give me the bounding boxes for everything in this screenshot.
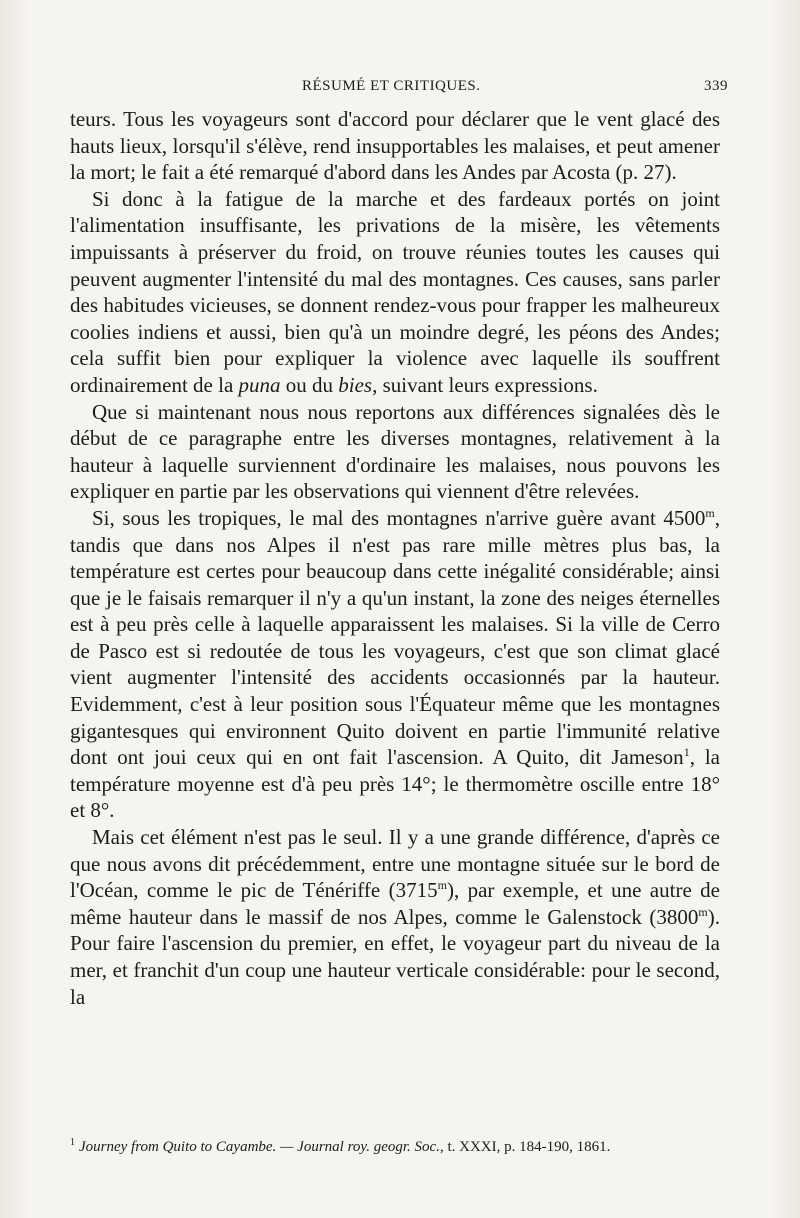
text-run: ), par exemple, et une autre de même hauteur dans le massif de nos Alpes, comme le Galenstock (3800 xyxy=(70,878,720,929)
text-run: Si donc à la fatigue de la marche et des fardeaux portés on joint l'alimentation insuffisante, les privations de la misère, les vêtements impuissants à préserver du froid, on trouve réunies toutes les causes qui peuvent augmenter l'intensité du mal des montagnes. Ces causes, sans parler des habitudes vicieuses, se donnent rendez-vous pour frapper les malheureux coolies indiens et aussi, bien qu'à un moindre degré, les péons des Andes; cela suffit bien pour expliquer la violence avec laquelle ils souffrent ordinairement de la xyxy=(70,186,720,397)
italic-text: Journey from Quito to Cayambe. — Journal roy. geogr. Soc. xyxy=(79,1139,440,1155)
footnote-mark: 1 xyxy=(70,1137,75,1148)
text-run: , la température moyenne est d'à peu près 14°; le thermomètre oscille entre 18° et 8°. xyxy=(70,745,720,823)
footnote xyxy=(70,1133,722,1157)
paragraph xyxy=(70,399,720,505)
paragraph xyxy=(70,824,720,1010)
italic-text: puna xyxy=(238,372,281,397)
page-number: 339 xyxy=(704,78,728,94)
paragraph xyxy=(70,186,720,399)
running-title: RÉSUMÉ ET CRITIQUES. xyxy=(302,78,481,94)
footnote-text xyxy=(79,1139,610,1155)
text-run: , suivant leurs expressions. xyxy=(372,372,598,397)
superscript: m xyxy=(437,878,447,893)
superscript: m xyxy=(705,505,715,520)
text-run: Mais cet élément n'est pas le seul. Il y a une grande différence, d'après ce que nous avons dit précédemment, entre une montagne située sur le bord de l'Océan, comme le pic de Ténériffe (3715 xyxy=(70,825,720,903)
text-run: ). Pour faire l'ascension du premier, en effet, le voyageur part du niveau de la mer, et franchit d'un coup une hauteur verticale considérable: pour le second, la xyxy=(70,904,720,1009)
text-run: , t. XXXI, p. 184-190, 1861. xyxy=(439,1139,611,1155)
superscript: m xyxy=(698,904,708,919)
superscript: 1 xyxy=(683,745,690,760)
text-run: Si, sous les tropiques, le mal des montagnes n'arrive guère avant 4500 xyxy=(92,505,706,530)
running-head xyxy=(70,78,728,100)
paragraph xyxy=(70,505,720,824)
paragraph xyxy=(70,106,720,186)
text-run: , tandis que dans nos Alpes il n'est pas rare mille mètres plus bas, la température est certes pour beaucoup dans cette inégalité considérable; ainsi que je le faisais remarquer il n'y a qu'un instant, la zone des neiges éternelles est à peu près celle à laquelle apparaissent les malaises. Si la ville de Cerro de Pasco est si redoutée de tous les voyageurs, c'est que son climat glacé vient augmenter l'intensité des accidents occasionnés par la hauteur. Evidemment, c'est à leur position sous l'Équateur même que les montagnes gigantesques qui environnent Quito doivent en partie l'immunité relative dont ont joui ceux qui en ont fait l'ascension. A Quito, dit Jameson xyxy=(70,505,720,770)
text-run: teurs. Tous les voyageurs sont d'accord pour déclarer que le vent glacé des hauts lieux, lorsqu'il s'élève, rend insupportables les malaises, et peut amener la mort; le fait a été remarqué d'abord dans les Andes par Acosta (p. 27). xyxy=(70,107,720,185)
text-run: ou du xyxy=(280,372,339,397)
text-run: Que si maintenant nous nous reportons aux différences signalées dès le début de ce paragraphe entre les diverses montagnes, relativement à la hauteur à laquelle surviennent d'ordinaire les malaises, nous pouvons les expliquer en partie par les observations qui viennent d'être relevées. xyxy=(70,399,720,504)
body-text xyxy=(70,106,720,1010)
italic-text: bies xyxy=(338,372,373,397)
